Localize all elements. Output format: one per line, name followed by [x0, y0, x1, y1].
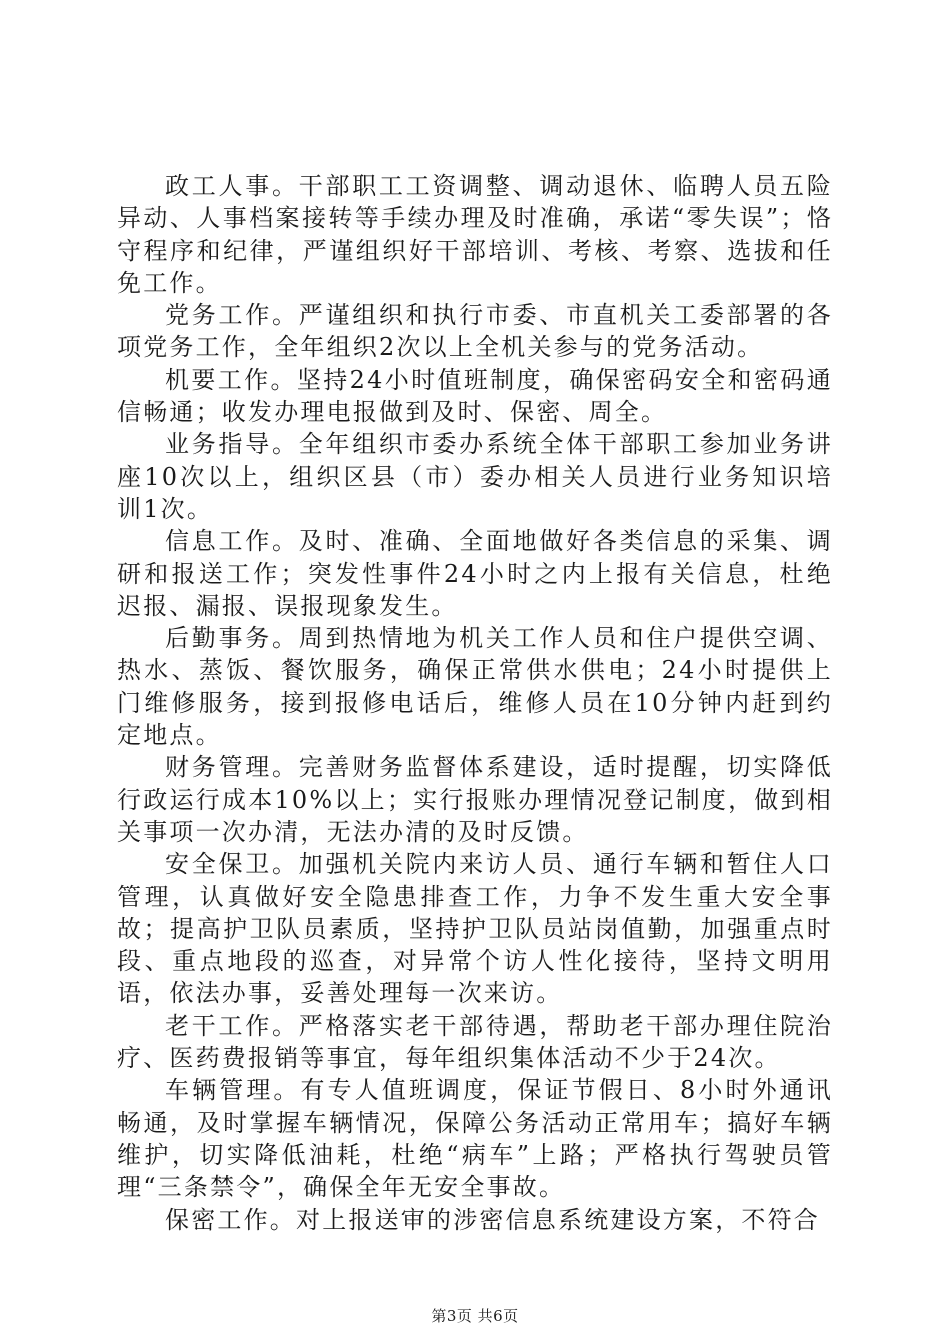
paragraph-retired-cadres: 老干工作。严格落实老干部待遇，帮助老干部办理住院治疗、医药费报销等事宜，每年组织集体活动不少于24次。	[117, 1011, 833, 1073]
paragraph-vehicle-management: 车辆管理。有专人值班调度，保证节假日、8小时外通讯畅通，及时掌握车辆情况，保障公务活动正常用车；搞好车辆维护，切实降低油耗，杜绝“病车”上路；严格执行驾驶员管理“三条禁令”，确保全年无安全事故。	[117, 1076, 833, 1202]
paragraph-personnel: 政工人事。干部职工工资调整、调动退休、临聘人员五险异动、人事档案接转等手续办理及时准确，承诺“零失误”；恪守程序和纪律，严谨组织好干部培训、考核、考察、选拔和任免工作。	[117, 172, 833, 297]
paragraph-security: 安全保卫。加强机关院内来访人员、通行车辆和暂住人口管理，认真做好安全隐患排查工作，力争不发生重大安全事故；提高护卫队员素质，坚持护卫队员站岗值勤，加强重点时段、重点地段的巡查，对异常个访人性化接待，坚持文明用语，依法办事，妥善处理每一次来访。	[117, 850, 833, 1008]
paragraph-information-work: 信息工作。及时、准确、全面地做好各类信息的采集、调研和报送工作；突发性事件24小时之内上报有关信息，杜绝迟报、漏报、误报现象发生。	[117, 527, 833, 620]
document-body	[117, 170, 833, 1236]
page-number-footer: 第3页 共6页	[431, 1307, 519, 1325]
paragraph-party-affairs: 党务工作。严谨组织和执行市委、市直机关工委部署的各项党务工作，全年组织2次以上全机关参与的党务活动。	[117, 301, 833, 362]
paragraph-business-guidance: 业务指导。全年组织市委办系统全体干部职工参加业务讲座10次以上，组织区县（市）委办相关人员进行业务知识培训1次。	[117, 430, 833, 523]
paragraph-confidential-communication: 机要工作。坚持24小时值班制度，确保密码安全和密码通信畅通；收发办理电报做到及时、保密、周全。	[117, 365, 833, 427]
paragraph-logistics: 后勤事务。周到热情地为机关工作人员和住户提供空调、热水、蒸饭、餐饮服务，确保正常供水供电；24小时提供上门维修服务，接到报修电话后，维修人员在10分钟内赶到约定地点。	[117, 624, 833, 750]
paragraph-secrecy: 保密工作。对上报送审的涉密信息系统建设方案，不符合	[165, 1205, 820, 1234]
paragraph-finance: 财务管理。完善财务监督体系建设，适时提醒，切实降低行政运行成本10%以上；实行报账办理情况登记制度，做到相关事项一次办清，无法办清的及时反馈。	[117, 753, 833, 846]
